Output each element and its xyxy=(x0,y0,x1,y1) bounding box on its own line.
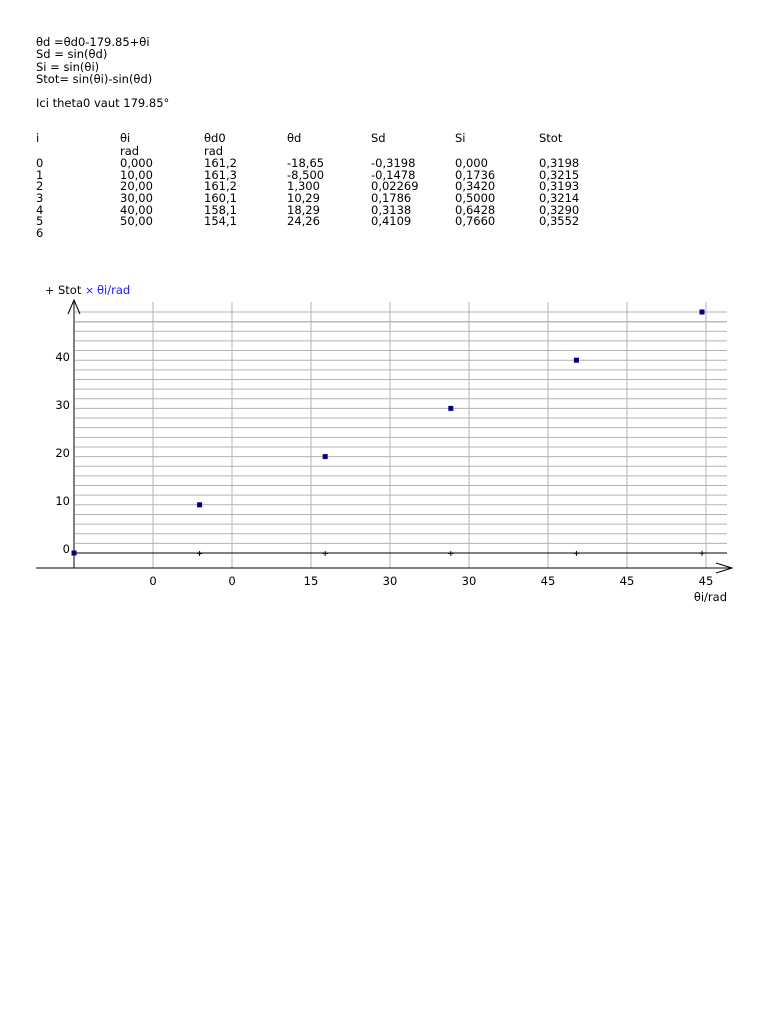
table-cell: 18,29 xyxy=(287,202,320,217)
table-cell: 0,3193 xyxy=(539,179,580,194)
data-table xyxy=(36,133,599,239)
table-cell: Si xyxy=(455,131,466,145)
table-cell: 0 xyxy=(36,156,44,171)
table-cell: 50,00 xyxy=(120,214,153,229)
table-cell: 154,1 xyxy=(204,214,237,229)
data-point-stot xyxy=(197,551,202,556)
table-cell: θi xyxy=(120,131,131,145)
x-tick-label: 45 xyxy=(698,574,714,588)
table-cell: -0,3198 xyxy=(371,156,416,171)
table-cell: 3 xyxy=(36,190,44,205)
table-cell xyxy=(539,228,599,240)
table-cell: 0,3290 xyxy=(539,202,580,217)
table-cell: 10,29 xyxy=(287,190,320,205)
table-cell: i xyxy=(36,131,40,145)
table-cell xyxy=(36,146,120,159)
table-row xyxy=(36,228,599,240)
legend-marker-stot: + xyxy=(45,284,55,297)
table-cell: rad xyxy=(204,143,224,158)
x-axis-label: θi/rad xyxy=(693,590,727,604)
table-cell: θd xyxy=(287,131,302,145)
table-cell: 1,300 xyxy=(287,179,320,194)
table-cell: 161,2 xyxy=(204,156,237,171)
x-tick-label: 0 xyxy=(149,574,157,588)
table-cell: 1 xyxy=(36,167,44,182)
data-point-theta xyxy=(197,502,202,507)
y-tick-label: 30 xyxy=(55,398,70,412)
y-tick-label: 40 xyxy=(55,350,70,364)
table-cell: 24,26 xyxy=(287,214,320,229)
table-cell: 40,00 xyxy=(120,202,153,217)
legend-label-theta: θi/rad xyxy=(97,283,131,297)
formula-line: Sd = sin(θd) xyxy=(36,47,108,62)
table-cell xyxy=(371,228,455,240)
table-cell: -8,500 xyxy=(287,167,325,182)
table-cell xyxy=(204,228,287,240)
table-cell: 0,3552 xyxy=(539,214,580,229)
legend-marker-theta: × xyxy=(85,284,95,297)
table-cell: Sd xyxy=(371,131,386,145)
table-cell: 0,3420 xyxy=(455,179,496,194)
table-cell: 0,3214 xyxy=(539,190,580,205)
x-tick-label: 15 xyxy=(303,574,319,588)
table-cell xyxy=(287,228,371,240)
table-cell: 0,3138 xyxy=(371,202,412,217)
table-cell: 160,1 xyxy=(204,190,237,205)
table-cell: 0,1736 xyxy=(455,167,496,182)
table-cell: rad xyxy=(120,143,140,158)
table-cell: Stot xyxy=(539,131,563,145)
table-cell: 6 xyxy=(36,225,44,240)
data-point-theta xyxy=(700,310,705,315)
data-point-stot xyxy=(448,551,453,556)
data-point-stot xyxy=(323,551,328,556)
table-row xyxy=(36,216,599,228)
data-point-theta xyxy=(448,406,453,411)
data-point-theta xyxy=(72,551,77,556)
table-cell: 0,3198 xyxy=(539,156,580,171)
formula-line: θd =θd0-179.85+θi xyxy=(36,35,150,49)
table-cell: 0,02269 xyxy=(371,179,419,194)
table-cell: 0,000 xyxy=(120,156,153,171)
formula-line: Si = sin(θi) xyxy=(36,59,100,74)
table-cell: 30,00 xyxy=(120,190,153,205)
data-point-theta xyxy=(323,454,328,459)
data-point-theta xyxy=(574,358,579,363)
table-cell: 158,1 xyxy=(204,202,237,217)
scatter-chart xyxy=(0,278,768,618)
table-cell: 10,00 xyxy=(120,167,153,182)
formula-line: Stot= sin(θi)-sin(θd) xyxy=(36,71,153,86)
table-cell: 2 xyxy=(36,179,44,194)
table-cell: 0,5000 xyxy=(455,190,496,205)
x-tick-label: 30 xyxy=(382,574,398,588)
table-cell: -18,65 xyxy=(287,156,325,171)
table-cell xyxy=(455,228,539,240)
table-cell: 0,3215 xyxy=(539,167,580,182)
x-tick-label: 45 xyxy=(619,574,635,588)
theta0-note: Ici theta0 vaut 179.85° xyxy=(36,96,170,110)
table-cell: 4 xyxy=(36,202,44,217)
legend-label-stot: Stot xyxy=(58,283,82,297)
table-cell xyxy=(120,228,204,240)
data-point-stot xyxy=(700,551,705,556)
x-tick-label: 45 xyxy=(540,574,556,588)
table-cell: -0,1478 xyxy=(371,167,416,182)
table-cell: 161,3 xyxy=(204,167,237,182)
y-tick-label: 20 xyxy=(55,446,70,460)
table-cell: 0,4109 xyxy=(371,214,412,229)
formula-block xyxy=(36,36,152,85)
x-tick-label: 30 xyxy=(461,574,477,588)
table-cell: 0,1786 xyxy=(371,190,412,205)
table-cell: 0,6428 xyxy=(455,202,496,217)
y-tick-label: 10 xyxy=(55,494,70,508)
table-cell: 0,7660 xyxy=(455,214,496,229)
table-cell: 0,000 xyxy=(455,156,488,171)
table-cell: 5 xyxy=(36,214,44,229)
x-tick-label: 0 xyxy=(228,574,236,588)
table-cell: θd0 xyxy=(204,131,226,145)
data-point-stot xyxy=(574,551,579,556)
table-cell: 161,2 xyxy=(204,179,237,194)
y-tick-label: 0 xyxy=(62,542,70,556)
table-cell: 20,00 xyxy=(120,179,153,194)
